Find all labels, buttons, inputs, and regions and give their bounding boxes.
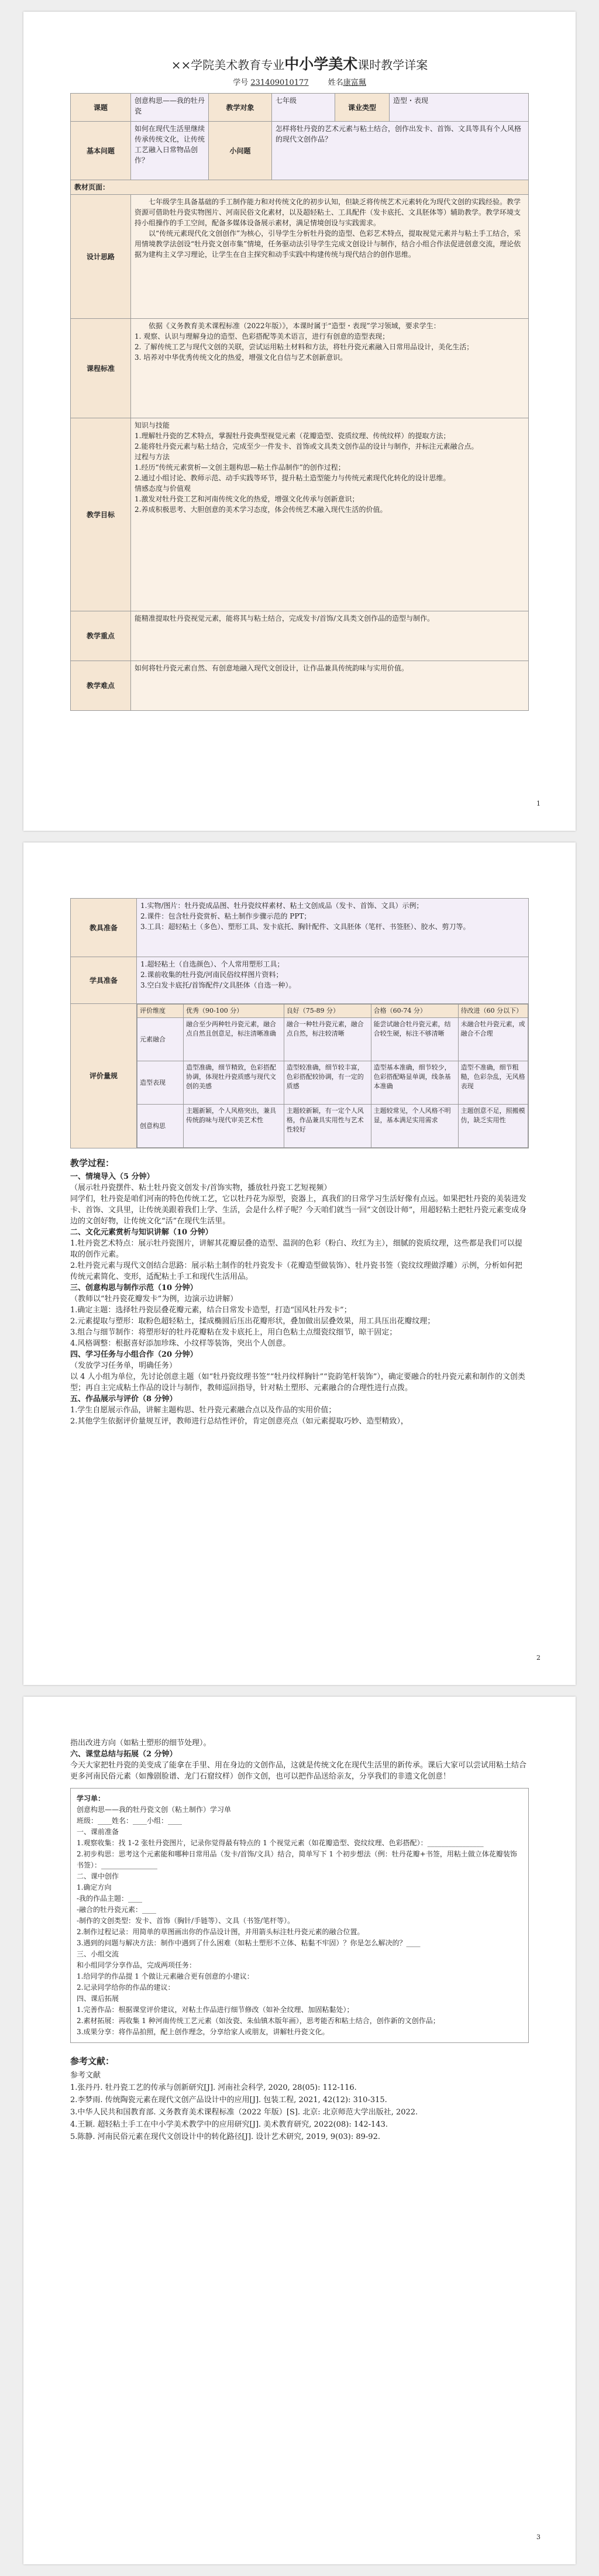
- standard-label: 课程标准: [71, 319, 131, 418]
- small-question-value: 怎样将牡丹瓷的艺术元素与粘土结合，创作出发卡、首饰、文具等具有个人风格的现代文创作品？: [272, 122, 529, 180]
- goal-line: 1.经历“传统元素赏析—文创主题构思—粘土作品制作”的创作过程；: [135, 463, 345, 472]
- process-line: 2.牡丹瓷元素与现代文创结合思路：展示粘土制作的牡丹瓷发卡（花瓣造型做装饰）、牡丹瓷书签（瓷纹纹理做浮雕）示例，分析如何把传统元素简化、变形，适配粘土手工和现代生活用品。: [70, 1261, 522, 1281]
- process-step-heading: 二、文化元素赏析与知识讲解（10 分钟）: [70, 1228, 213, 1237]
- type-value: 造型・表现: [390, 94, 529, 122]
- reference-item: 5.陈静. 河南民俗元素在现代文创设计中的转化路径[J]. 设计艺术研究, 2019, 9(03): 89-92.: [70, 2133, 380, 2141]
- references-title: 参考文献：: [70, 2056, 115, 2066]
- type-label: 课业类型: [335, 94, 390, 122]
- summary-line: 指出改进方向（如粘土塑形的细节处理）。: [70, 1739, 211, 1748]
- rubric-dimension: 元素融合: [137, 1018, 184, 1061]
- question-value: 如何在现代生活里继续传承传统文化，让传统工艺融入日常物品创作？: [131, 122, 209, 180]
- design-label: 设计思路: [71, 195, 131, 319]
- worksheet-line: 一、课前准备: [77, 1828, 119, 1836]
- design-paragraph: 以“传统元素现代化文创创作”为核心，引导学生分析牡丹瓷的造型、色彩艺术特点，提取视觉元素并与粘土手工结合，采用情境教学法创设“牡丹瓷文创市集”情境，任务驱动法引导学生完成文创设计与制作，结合小组合作法促进创意交流，理论依据为建构主义学习理论，让学生在自主探究和动手实践中构建传统与现代结合的创作思维。: [135, 229, 521, 259]
- process-step-heading: 四、学习任务与小组合作（20 分钟）: [70, 1350, 198, 1359]
- title-suffix: 课时教学详案: [357, 58, 428, 72]
- page-title: [70, 53, 529, 74]
- summary-section: [70, 1738, 529, 1782]
- rubric-cell: [137, 1004, 529, 1148]
- reference-item: 4.王颖. 超轻粘土手工在中小学美术教学中的应用研究[J]. 美术教育研究, 2022(08): 142-143.: [70, 2120, 388, 2129]
- worksheet-line: -制作的文创类型：发卡、首饰（胸针/手链等）、文具（书签/笔杆等）。: [77, 1917, 295, 1925]
- rubric-header: 优秀（90-100 分）: [184, 1005, 284, 1018]
- worksheet-line: 2.制作过程记录：用简单的草图画出你的作品设计图，并用箭头标注牡丹瓷元素的融合位置。: [77, 1928, 364, 1936]
- rubric-table: [137, 1004, 528, 1148]
- goal-line: 2.通过小组讨论、教师示范、动手实践等环节，提升粘土造型能力与传统元素现代化转化的设计思维。: [135, 474, 450, 482]
- worksheet-line: -我的作品主题：____: [77, 1894, 143, 1903]
- rubric-cell: 造型基本准确，细节较少，色彩搭配略显单调，线条基本准确: [371, 1061, 458, 1105]
- teacher-prep-content: [137, 899, 529, 957]
- goal-line: 2.养成积极思考、大胆创意的美术学习态度，体会传统艺术融入现代生活的价值。: [135, 505, 387, 514]
- process-step-heading: 三、创意构思与制作示范（10 分钟）: [70, 1284, 198, 1292]
- target-value: 七年级: [272, 94, 335, 122]
- rubric-cell: 未融合牡丹瓷元素，或融合不合理: [458, 1018, 528, 1061]
- summary-line: 今天大家把牡丹瓷的美变成了能拿在手里、用在身边的文创作品，这就是传统文化在现代生活里的新传承。课后大家可以尝试用粘土结合更多河南民俗元素（如豫剧脸谱、龙门石窟纹样）创作文创，也可以把作品送给亲友，分享我们的非遗文化创意！: [70, 1761, 527, 1781]
- student-prep-content: [137, 957, 529, 1004]
- target-label: 教学对象: [209, 94, 272, 122]
- page-1: [23, 12, 576, 831]
- goal-line: 2.能将牡丹瓷元素与粘土结合，完成至少一件发卡、首饰或文具类文创作品的设计与制作，并标注元素融合点。: [135, 442, 478, 450]
- difficulty-content: 如何将牡丹瓷元素自然、有创意地融入现代文创设计，让作品兼具传统韵味与实用价值。: [131, 661, 529, 711]
- worksheet-box: [70, 1788, 529, 2043]
- goal-label: 教学目标: [71, 418, 131, 611]
- process-line: （发放学习任务单，明确任务）: [70, 1361, 177, 1370]
- process-step-heading: 五、作品展示与评价（8 分钟）: [70, 1395, 177, 1404]
- process-line: 2.其他学生依据评价量规互评，教师进行总结性评价，肯定创意亮点（如元素提取巧妙、造型精致），: [70, 1417, 408, 1426]
- title-emphasis: 中小学美术: [284, 56, 358, 73]
- rubric-cell: 主题较常见，个人风格不明显，基本满足实用需求: [371, 1105, 458, 1148]
- worksheet-line: 创意构思——我的牡丹瓷文创（粘土制作）学习单: [77, 1805, 232, 1814]
- goal-line: 情感态度与价值观: [135, 484, 191, 493]
- process-line: （教师以“牡丹瓷花瓣发卡”为例，边演示边讲解）: [70, 1295, 238, 1304]
- rubric-cell: 造型准确，细节精致，色彩搭配协调，体现牡丹瓷质感与现代文创的美感: [184, 1061, 284, 1105]
- rubric-cell: 融合至少两种牡丹瓷元素，融合点自然且创意足，标注清晰准确: [184, 1018, 284, 1061]
- page-number: 3: [536, 2533, 541, 2541]
- process-line: 3.组合与细节制作：将塑形好的牡丹花瓣粘在发卡底托上，用白色粘土点缀瓷纹细节，晾干固定；: [70, 1328, 397, 1337]
- worksheet-line: 四、课后拓展: [77, 1994, 119, 2003]
- design-paragraph: 七年级学生具备基础的手工制作能力和对传统文化的初步认知，但缺乏将传统艺术元素转化为现代文创的实践经验。教学资源可借助牡丹瓷实物图片、河南民俗文化素材，以及超轻粘土、工具配件（发卡底托、文具胚体等）辅助教学。教学环境支持小组操作的手工空间，配备多媒体设备展示素材，满足情境创设与实践需求。: [135, 198, 521, 227]
- references-section: [70, 2055, 529, 2143]
- process-title: 教学过程：: [70, 1158, 115, 1168]
- rubric-header: 评价维度: [137, 1005, 184, 1018]
- standard-line: 依据《义务教育美术课程标准（2022年版）》，本课时属于“造型・表现”学习领域，要求学生：: [149, 322, 440, 330]
- standard-content: [131, 319, 529, 418]
- rubric-cell: 主题创意不足，照搬模仿，缺乏实用性: [458, 1105, 528, 1148]
- rubric-dimension: 创意构思: [137, 1105, 184, 1148]
- process-line: 以 4 人小组为单位，先讨论创意主题（如“牡丹瓷纹理书签”“牡丹纹样胸针”“瓷韵笔杆装饰”），确定要融合的牡丹瓷元素和制作的文创类型；再自主完成粘土作品的设计与制作，教师巡回指导，针对粘土塑形、元素融合的合理性进行点拨。: [70, 1373, 525, 1392]
- worksheet-line: 1.完善作品：根据课堂评价建议，对粘土作品进行细节修改（如补全纹理、加固粘黏处）；: [77, 2006, 354, 2014]
- rubric-cell: 融合一种牡丹瓷元素，融合点自然，标注较清晰: [284, 1018, 371, 1061]
- student-prep-label: 学具准备: [71, 957, 137, 1004]
- topic-value: 创意构思——我的牡丹瓷: [131, 94, 209, 122]
- teacher-prep-line: 3.工具：超轻粘土（多色）、塑形工具、发卡底托、胸针配件、文具胚体（笔杆、书签胚）、胶水、剪刀等。: [140, 923, 470, 931]
- reference-item: 3.中华人民共和国教育部. 义务教育美术课程标准（2022 年版）[S]. 北京: 北京师范大学出版社, 2022.: [70, 2108, 418, 2117]
- evaluation-label: 评价量规: [71, 1004, 137, 1148]
- student-name: 康富珮: [343, 78, 366, 87]
- small-question-label: 小问题: [209, 122, 272, 180]
- worksheet-line: 二、课中创作: [77, 1872, 119, 1880]
- process-section: [70, 1171, 529, 1427]
- page-number: 1: [536, 800, 541, 807]
- rubric-cell: 造型较准确，细节较丰富，色彩搭配较协调，有一定的质感: [284, 1061, 371, 1105]
- worksheet-line: 3.成果分享：将作品拍照，配上创作理念，分享给家人或朋友，讲解牡丹瓷文化。: [77, 2028, 329, 2036]
- process-line: 2.元素提取与塑形：取粉色超轻粘土，揉成椭圆后压出花瓣形状，叠加做出层叠效果，用工具压出花瓣纹理；: [70, 1317, 435, 1326]
- process-line: 1.学生自愿展示作品，讲解主题构思、牡丹瓷元素融合点以及作品的实用价值；: [70, 1406, 336, 1415]
- teacher-prep-line: 1.实物/图片：牡丹瓷成品图、牡丹瓷纹样素材、粘土文创成品（发卡、首饰、文具）示例；: [140, 902, 424, 910]
- worksheet-line: 3.遇到的问题与解决方法：制作中遇到了什么困难（如粘土塑形不立体、粘黏不牢固）？你是怎么解决的？____: [77, 1939, 421, 1947]
- rubric-header: 合格（60-74 分）: [371, 1005, 458, 1018]
- process-step-heading: 一、情境导入（5 分钟）: [70, 1172, 154, 1181]
- key-content: 能精准提取牡丹瓷视觉元素，能将其与粘土结合，完成发卡/首饰/文具类文创作品的造型与制作。: [131, 611, 529, 661]
- key-label: 教学重点: [71, 611, 131, 661]
- student-prep-line: 1.超轻粘土（自选颜色）、个人常用塑形工具；: [140, 960, 284, 968]
- process-line: 1.牡丹瓷艺术特点：展示牡丹瓷图片，讲解其花瓣层叠的造型、温润的色彩（粉白、玫红为主），细腻的瓷质纹理，这些都是我们可以提取的创作元素。: [70, 1239, 522, 1259]
- name-label: 姓名: [328, 78, 343, 87]
- process-line: 1.确定主题：选择牡丹瓷层叠花瓣元素，结合日常发卡造型，打造“国风牡丹发卡”；: [70, 1306, 352, 1315]
- worksheet-line: 和小组同学分享作品，完成两项任务：: [77, 1961, 197, 1969]
- material-label: 教材页面：: [71, 180, 529, 195]
- standard-line: 1. 观察、认识与理解身边的造型、色彩搭配等美术语言，进行有创意的造型表现；: [135, 332, 390, 341]
- rubric-dimension: 造型表现: [137, 1061, 184, 1105]
- teacher-prep-line: 2.课件：包含牡丹瓷赏析、粘土制作步骤示范的 PPT；: [140, 912, 311, 920]
- goal-content: [131, 418, 529, 611]
- worksheet-content: [77, 1793, 522, 2038]
- rubric-cell: 主题新颖，个人风格突出，兼具传统韵味与现代审美艺术性: [184, 1105, 284, 1148]
- worksheet-line: 2.素材拓展：再收集 1 种河南传统工艺元素（如汝瓷、朱仙镇木版年画），思考能否和粘土结合，创作新的文创作品；: [77, 2017, 440, 2025]
- standard-line: 3. 培养对中华优秀传统文化的热爱，增强文化自信与艺术创新意识。: [135, 353, 347, 362]
- references-list: [70, 2082, 529, 2143]
- worksheet-line: 2.记录同学给你的作品的建议：: [77, 1983, 175, 1992]
- worksheet-line: 2.初步构思：思考这个元素能和哪种日常用品（发卡/首饰/文具）结合，简单写下 1 个初步想法（例：牡丹花瓣+书签，用粘土做立体花瓣装饰书签）：________________: [77, 1850, 517, 1869]
- process-line: 4.风格调整：根据喜好添加珍珠、小纹样等装饰，突出个人创意。: [70, 1339, 291, 1348]
- standard-line: 2. 了解传统工艺与现代文创的关联，尝试运用粘土材料和方法，将牡丹瓷元素融入日常用品设计，美化生活；: [135, 343, 474, 351]
- rubric-cell: 主题较新颖，有一定个人风格，作品兼具实用性与艺术性较好: [284, 1105, 371, 1148]
- page-3: [23, 1697, 576, 2564]
- rubric-header: 待改进（60 分以下）: [458, 1005, 528, 1018]
- student-id-label: 学号: [233, 78, 249, 87]
- question-label: 基本问题: [71, 122, 131, 180]
- student-info: [70, 76, 529, 87]
- design-content: [131, 195, 529, 319]
- worksheet-line: -融合的牡丹瓷元素：____: [77, 1906, 157, 1914]
- goal-line: 知识与技能: [135, 421, 170, 429]
- teacher-prep-label: 教具准备: [71, 899, 137, 957]
- student-id: 231409010177: [250, 78, 309, 87]
- summary-heading: 六、课堂总结与拓展（2 分钟）: [70, 1750, 177, 1759]
- worksheet-line: 1.给同学的作品提 1 个做让元素融合更有创意的小建议：: [77, 1972, 254, 1980]
- process-line: 同学们，牡丹瓷是咱们河南的特色传统工艺，它以牡丹花为原型，瓷器上，真我们的日常学习生活好像有点远。如果把牡丹瓷的美装进发卡、首饰、文具里，让传统美跟着我们上学、生活，会是什么样子呢？今天咱们就当一回“文创设计师”，用超轻粘土把牡丹瓷元素变成身边的文创好物，让传统文化“活”在现代生活里。: [70, 1195, 527, 1226]
- page-number: 2: [536, 1654, 541, 1662]
- student-prep-line: 3.空白发卡底托/首饰配件/文具胚体（自选一种）。: [140, 981, 296, 989]
- rubric-header: 良好（75-89 分）: [284, 1005, 371, 1018]
- process-line: （展示牡丹瓷摆件、粘土牡丹瓷文创发卡/首饰实物，播放牡丹瓷工艺短视频）: [70, 1184, 332, 1192]
- goal-line: 1.激发对牡丹瓷工艺和河南传统文化的热爱，增强文化传承与创新意识；: [135, 495, 359, 503]
- worksheet-line: 班级：____姓名：____小组：____: [77, 1817, 183, 1825]
- lesson-info-table: [70, 93, 529, 711]
- page-2: [23, 842, 576, 1685]
- difficulty-label: 教学难点: [71, 661, 131, 711]
- topic-label: 课题: [71, 94, 131, 122]
- reference-item: 1.张丹丹. 牡丹瓷工艺的传承与创新研究[J]. 河南社会科学, 2020, 28(05): 112-116.: [70, 2083, 357, 2092]
- goal-line: 过程与方法: [135, 453, 170, 461]
- student-prep-line: 2.课前收集的牡丹瓷/河南民俗纹样图片资料；: [140, 971, 283, 979]
- references-subtitle: 参考文献: [70, 2071, 101, 2080]
- worksheet-line: 三、小组交流: [77, 1950, 119, 1958]
- reference-item: 2.李梦雨. 传统陶瓷元素在现代文创产品设计中的应用[J]. 包装工程, 2021, 42(12): 310-315.: [70, 2096, 387, 2104]
- rubric-cell: 能尝试融合牡丹瓷元素，结合较生硬，标注不够清晰: [371, 1018, 458, 1061]
- goal-line: 1.理解牡丹瓷的艺术特点，掌握牡丹瓷典型视觉元素（花瓣造型、瓷质纹理、传统纹样）的提取方法；: [135, 432, 450, 440]
- worksheet-heading: 学习单：: [77, 1794, 105, 1803]
- worksheet-line: 1.观察收集：找 1-2 张牡丹瓷图片，记录你觉得最有特点的 1 个视觉元素（如花瓣造型、瓷纹纹理、色彩搭配）：________________: [77, 1839, 484, 1847]
- rubric-cell: 造型不准确，细节粗糙，色彩杂乱，无风格表现: [458, 1061, 528, 1105]
- worksheet-line: 1.确定方向: [77, 1883, 112, 1891]
- prep-table: [70, 898, 529, 1148]
- title-prefix: ××学院美术教育专业: [171, 58, 285, 72]
